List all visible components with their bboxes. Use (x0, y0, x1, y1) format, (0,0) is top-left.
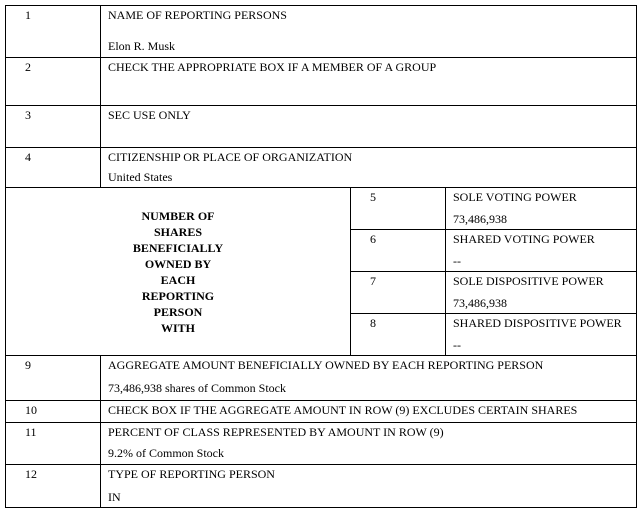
table-row (6, 58, 637, 106)
row-value: -- (453, 254, 461, 268)
shares-ownership-label: NUMBER OF SHARES BENEFICIALLY OWNED BY EACH REPORTING PERSON WITH (132, 208, 224, 335)
schedule-13-cover-table (5, 5, 637, 508)
row-label: PERCENT OF CLASS REPRESENTED BY AMOUNT IN ROW (9) (108, 425, 444, 439)
row-value: 73,486,938 (453, 212, 507, 226)
row-number: 6 (351, 230, 446, 272)
row-value: 73,486,938 shares of Common Stock (108, 381, 286, 395)
row-number: 5 (351, 188, 446, 230)
row-number: 9 (6, 356, 101, 401)
row-label: TYPE OF REPORTING PERSON (108, 467, 275, 481)
row-value: 73,486,938 (453, 296, 507, 310)
table-row (6, 188, 637, 230)
row-number: 11 (6, 423, 101, 465)
row-value: United States (108, 170, 173, 184)
row-number: 3 (6, 106, 101, 148)
row-number: 12 (6, 465, 101, 508)
row-label: SOLE DISPOSITIVE POWER (453, 274, 604, 288)
row-value: 9.2% of Common Stock (108, 446, 224, 460)
row-label: CHECK BOX IF THE AGGREGATE AMOUNT IN ROW (9) EXCLUDES CERTAIN SHARES (108, 403, 578, 417)
table-row (6, 465, 637, 508)
row-value: Elon R. Musk (108, 39, 176, 53)
row-label: NAME OF REPORTING PERSONS (108, 8, 287, 22)
row-label: SEC USE ONLY (108, 108, 191, 122)
row-label: SHARED DISPOSITIVE POWER (453, 316, 622, 330)
row-number: 4 (6, 148, 101, 188)
shares-ownership-cell (6, 188, 351, 356)
table-row (6, 356, 637, 401)
table-row (6, 401, 637, 423)
table-row (6, 6, 637, 58)
row-number: 8 (351, 314, 446, 356)
row-label: AGGREGATE AMOUNT BENEFICIALLY OWNED BY EACH REPORTING PERSON (108, 358, 544, 372)
row-value: IN (108, 490, 121, 504)
table-row (6, 148, 637, 188)
table-row (6, 106, 637, 148)
table-row (6, 423, 637, 465)
row-label: SHARED VOTING POWER (453, 232, 595, 246)
row-value: -- (453, 338, 461, 352)
row-number: 2 (6, 58, 101, 106)
row-number: 7 (351, 272, 446, 314)
row-number: 1 (6, 6, 101, 58)
row-number: 10 (6, 401, 101, 423)
row-label: SOLE VOTING POWER (453, 190, 577, 204)
row-label: CITIZENSHIP OR PLACE OF ORGANIZATION (108, 150, 353, 164)
row-label: CHECK THE APPROPRIATE BOX IF A MEMBER OF A GROUP (108, 60, 437, 74)
